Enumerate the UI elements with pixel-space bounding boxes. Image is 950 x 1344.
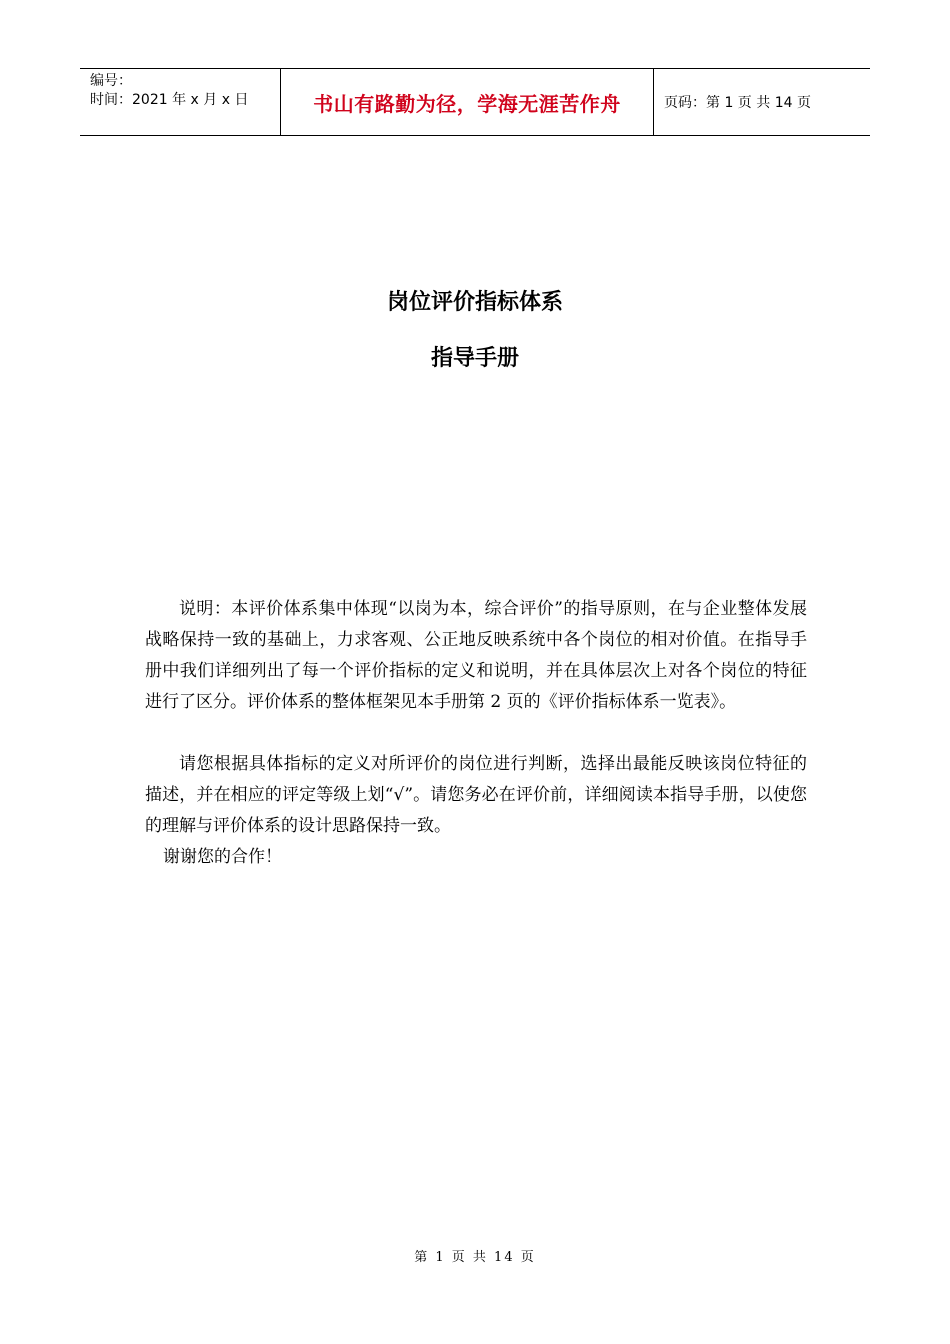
page-footer: 第 1 页 共 14 页 [414,1250,536,1265]
header-page-info: 页码：第 1 页 共 14 页 [664,95,811,111]
date-label: 时间：2021 年 x 月 x 日 [90,92,249,108]
instruction-paragraph [145,749,807,842]
document-subtitle: 指导手册 [430,346,519,371]
paragraph-1-text: 说明：本评价体系集中体现“以岗为本，综合评价”的指导原则，在与企业整体发展战略保持一致的基础上，力求客观、公正地反映系统中各个岗位的相对价值。在指导手册中我们详细列出了每一个评价指标的定义和说明，并在具体层次上对各个岗位的特征进行了区分。评价体系的整体框架见本手册第 2 页的《评价指标体系一览表》。 [145,599,807,712]
document-header [80,68,870,136]
serial-number-label: 编号： [90,73,132,89]
header-meta [80,69,281,135]
document-title: 岗位评价指标体系 [386,290,563,315]
thanks-line: 谢谢您的合作！ [163,847,282,867]
header-motto: 书山有路勤为径，学海无涯苦作舟 [281,69,654,135]
intro-paragraph [145,594,807,718]
paragraph-2-text: 请您根据具体指标的定义对所评价的岗位进行判断，选择出最能反映该岗位特征的描述，并在相应的评定等级上划“√”。请您务必在评价前，详细阅读本指导手册，以使您的理解与评价体系的设计思路保持一致。 [145,754,807,836]
